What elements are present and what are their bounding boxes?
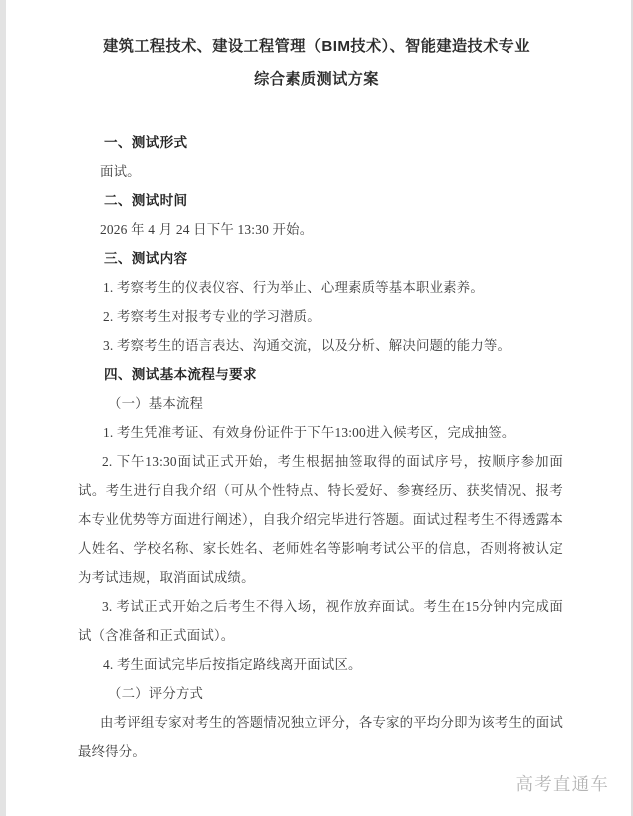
- section-3-item-2: 2. 考察考生对报考专业的学习潜质。: [103, 309, 321, 324]
- section-3-item-1: 1. 考察考生的仪表仪容、行为举止、心理素质等基本职业素养。: [103, 280, 484, 295]
- section-heading-1: 一、测试形式: [104, 135, 188, 150]
- section-2-paragraph-1: 2026 年 4 月 24 日下午 13:30 开始。: [100, 222, 314, 237]
- document-title-line-2: 综合素质测试方案: [254, 71, 379, 88]
- section-heading-2: 二、测试时间: [104, 193, 188, 208]
- subsection-1-item-1: 1. 考生凭准考证、有效身份证件于下午13:00进入候考区，完成抽签。: [103, 425, 516, 440]
- subsection-label-1: （一）基本流程: [108, 396, 204, 411]
- subsection-2-item-1: 由考评组专家对考生的答题情况独立评分，各专家的平均分即为该考生的面试最终得分。: [78, 715, 563, 759]
- subsection-1-item-3: 3. 考试正式开始之后考生不得入场，视作放弃面试。考生在15分钟内完成面试（含准备和正式面试）。: [78, 599, 563, 643]
- document-title-line-1: 建筑工程技术、建设工程管理（BIM技术）、智能建造技术专业: [103, 38, 530, 55]
- subsection-1-item-2: 2. 下午13:30面试正式开始，考生根据抽签取得的面试序号，按顺序参加面试。考生进行自我介绍（可从个性特点、特长爱好、参赛经历、获奖情况、报考本专业优势等方面进行阐述），自我介绍完毕进行答题。面试过程考生不得透露本人姓名、学校名称、家长姓名、老师姓名等影响考试公平的信息，否则将被认定为考试违规，取消面试成绩。: [78, 454, 563, 585]
- watermark-label: 高考直通车: [515, 774, 609, 794]
- section-heading-4: 四、测试基本流程与要求: [104, 367, 257, 382]
- subsection-1-item-4: 4. 考生面试完毕后按指定路线离开面试区。: [103, 657, 362, 672]
- section-heading-3: 三、测试内容: [104, 251, 188, 266]
- section-3-item-3: 3. 考察考生的语言表达、沟通交流，以及分析、解决问题的能力等。: [103, 338, 512, 353]
- section-1-paragraph-1: 面试。: [100, 164, 141, 179]
- subsection-label-2: （二）评分方式: [108, 686, 204, 701]
